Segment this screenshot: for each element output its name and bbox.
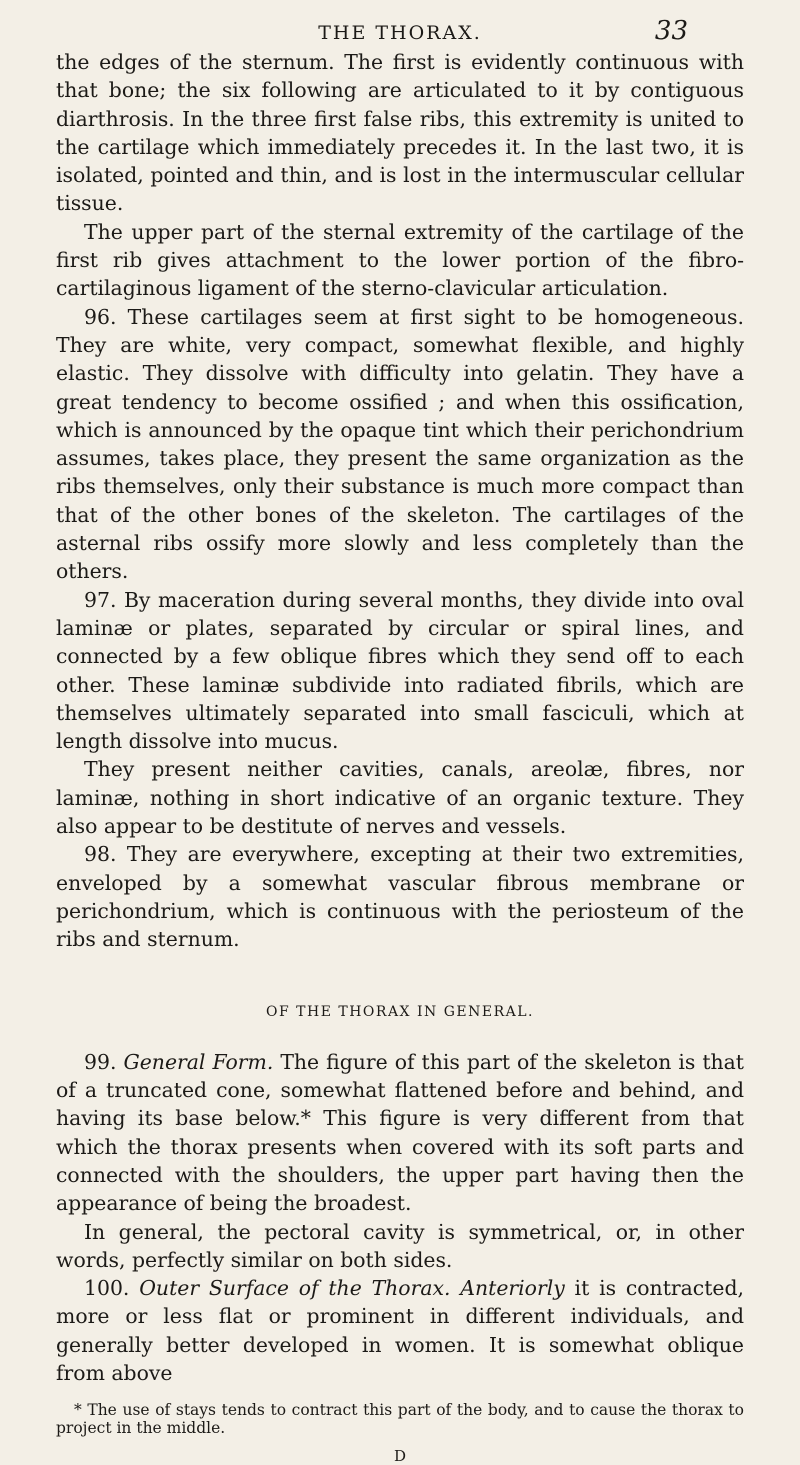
paragraph: In general, the pectoral cavity is symmetrical, or, in other words, perfectly similar on both sides.: [56, 1219, 744, 1272]
paragraph-text: The figure of this part of the skeleton is that of a truncated cone, somewhat flattened before and behind, and having its base below.* This figure is very different from that which the thorax presents when covered with its soft parts and connected with the shoulders, the upper part having then the appearance of being the broadest.: [56, 1049, 745, 1216]
paragraph-number: 100.: [84, 1276, 130, 1301]
footnote: [56, 1401, 744, 1437]
paragraph-number: 99.: [84, 1049, 117, 1074]
paragraph-99: [56, 1048, 744, 1218]
footnote-text: * The use of stays tends to contract this part of the body, and to cause the thorax to project in the middle.: [56, 1401, 744, 1438]
paragraph-96: 96. These cartilages seem at first sight to be homogeneous. They are white, very compact, somewhat flexible, and highly elastic. They dissolve with difficulty into gelatin. They have a great tendency to become ossified ; and when this ossification, which is announced by the opaque tint which their perichondrium assumes, takes place, they present the same organization as the ribs themselves, only their substance is much more compact than that of the other bones of the skeleton. The cartilages of the asternal ribs ossify more slowly and less completely than the others.: [56, 304, 744, 584]
paragraph: The upper part of the sternal extremity of the cartilage of the first rib gives attachment to the lower portion of the fibro-cartilaginous ligament of the sterno-clavicular articulation.: [56, 219, 744, 301]
paragraph: They present neither cavities, canals, areolæ, fibres, nor laminæ, nothing in short indicative of an organic texture. They also appear to be destitute of nerves and vessels.: [56, 757, 744, 839]
running-title: THE THORAX.: [318, 22, 482, 44]
paragraph-98: 98. They are everywhere, excepting at their two extremities, enveloped by a somewhat vascular fibrous membrane or perichondrium, which is continuous with the periosteum of the ribs and sternum.: [56, 842, 744, 952]
section-heading: OF THE THORAX IN GENERAL.: [266, 1003, 534, 1020]
paragraph-subject: General Form.: [123, 1049, 274, 1074]
page-header: [56, 0, 744, 48]
paragraph: the edges of the sternum. The first is evidently continuous with that bone; the six following are articulated to it by contiguous diarthrosis. In the three first false ribs, this extremity is united to the cartilage which immediately precedes it. In the last two, it is isolated, pointed and thin, and is lost in the intermuscular cellular tissue.: [56, 50, 744, 216]
paragraph-text: it is contracted, more or less flat or prominent in different individuals, and generally better developed in women. It is somewhat oblique from above: [56, 1276, 745, 1386]
signature-mark: D: [393, 1447, 407, 1465]
body-text: [56, 48, 744, 1387]
paragraph-subject: Outer Surface of the Thorax.: [139, 1276, 451, 1301]
page-number: 33: [654, 16, 688, 46]
paragraph-subject: Anteriorly: [460, 1276, 565, 1301]
paragraph-100: [56, 1274, 744, 1387]
paragraph-97: 97. By maceration during several months, they divide into oval laminæ or plates, separated by circular or spiral lines, and connected by a few oblique fibres which they send off to each other. These laminæ subdivide into radiated fibrils, which are themselves ultimately separated into small fasciculi, which at length dissolve into mucus.: [56, 587, 744, 754]
